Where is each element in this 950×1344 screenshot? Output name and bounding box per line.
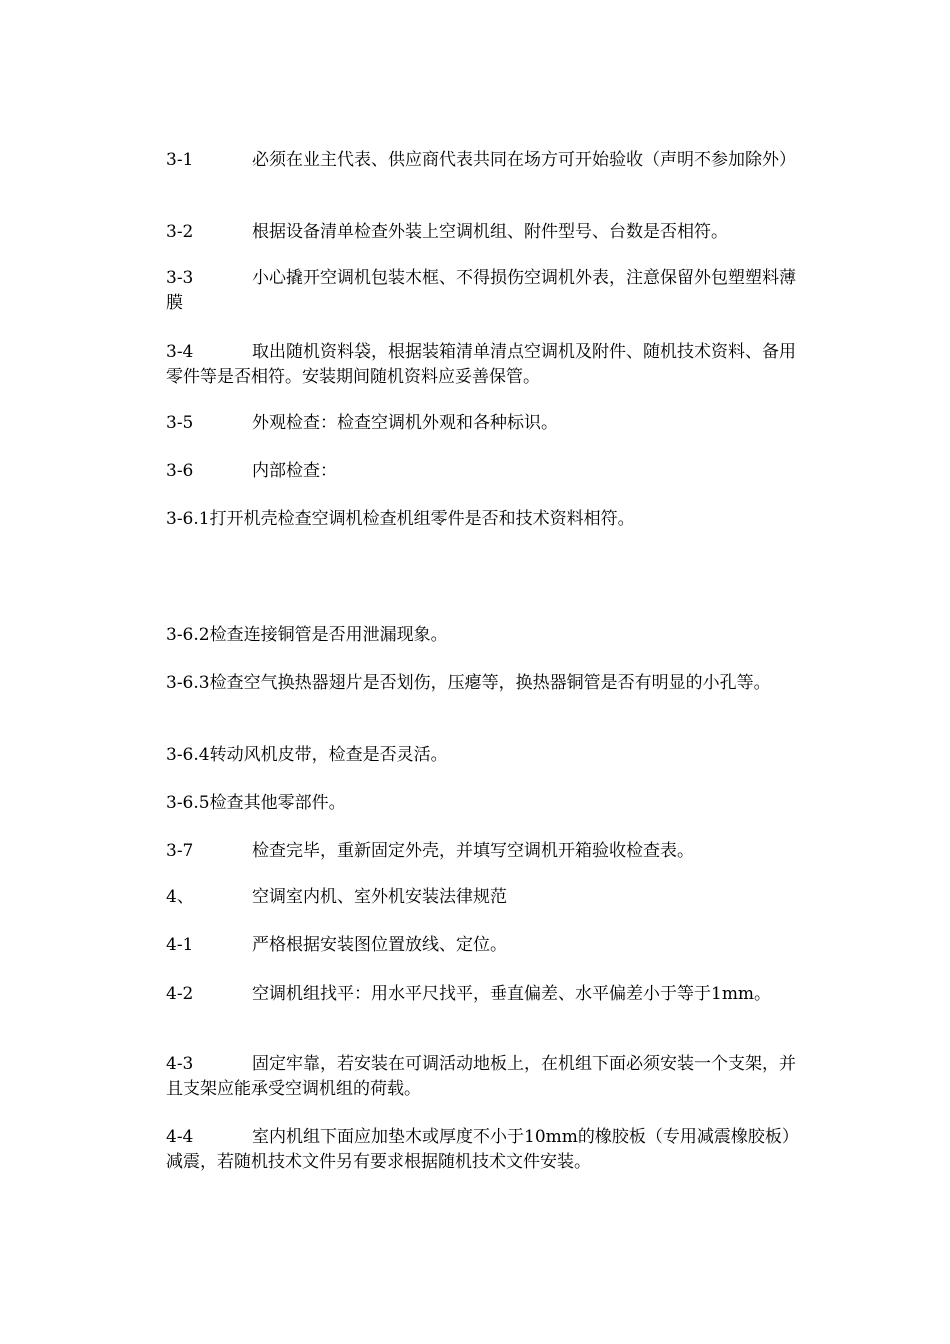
paragraph-3-7 [166,839,796,864]
paragraph-3-5 [166,411,796,436]
paragraph-number: 3-6 [166,461,194,481]
paragraph-text: 内部检查： [252,461,337,481]
paragraph-number: 3-6.5 [166,793,210,813]
paragraph-number: 4-3 [166,1054,194,1074]
paragraph-number: 3-1 [166,150,194,170]
paragraph-text: 空调机组找平：用水平尺找平，垂直偏差、水平偏差小于等于1mm。 [252,984,772,1004]
paragraph-3-6 [166,459,796,484]
paragraph-number: 4-2 [166,984,194,1004]
paragraph-number: 3-4 [166,342,194,362]
paragraph-text: 检查完毕，重新固定外壳，并填写空调机开箱验收检查表。 [252,841,694,861]
paragraph-4-3 [166,1052,796,1102]
paragraph-text: 严格根据安装图位置放线、定位。 [252,935,507,955]
paragraph-number: 3-7 [166,841,194,861]
paragraph-number: 3-5 [166,413,194,433]
paragraph-3-6-1 [166,507,796,532]
paragraph-3-4 [166,340,796,390]
paragraph-4-2 [166,982,796,1007]
paragraph-text: 小心撬开空调机包装木框、不得损伤空调机外表，注意保留外包塑塑料薄膜 [166,268,796,313]
paragraph-3-6-2 [166,623,796,648]
paragraph-text: 打开机壳检查空调机检查机组零件是否和技术资料相符。 [209,509,635,529]
paragraph-3-6-3 [166,671,796,696]
paragraph-3-3 [166,266,796,316]
paragraph-text: 检查连接铜管是否用泄漏现象。 [209,625,448,645]
paragraph-number: 3-6.3 [166,673,210,693]
paragraph-number: 4-4 [166,1127,194,1147]
paragraph-text: 必须在业主代表、供应商代表共同在场方可开始验收（声明不参加除外） [252,150,796,170]
paragraph-4-1 [166,933,796,958]
paragraph-text: 根据设备清单检查外装上空调机组、附件型号、台数是否相符。 [252,222,728,242]
paragraph-3-6-5 [166,791,796,816]
paragraph-text: 检查空气换热器翅片是否划伤，压瘪等，换热器铜管是否有明显的小孔等。 [209,673,771,693]
paragraph-text: 空调室内机、室外机安装法律规范 [252,887,507,907]
paragraph-number: 4、 [166,887,194,907]
paragraph-text: 检查其他零部件。 [209,793,346,813]
paragraph-text: 转动风机皮带，检查是否灵活。 [209,745,448,765]
paragraph-text: 室内机组下面应加垫木或厚度不小于10mm的橡胶板（专用减震橡胶板）减震，若随机技术文件另有要求根据随机技术文件安装。 [166,1127,791,1172]
paragraph-text: 固定牢靠，若安装在可调活动地板上，在机组下面必须安装一个支架，并且支架应能承受空调机组的荷载。 [166,1054,796,1099]
paragraph-number: 3-3 [166,268,194,288]
paragraph-number: 3-6.1 [166,509,210,529]
paragraph-number: 4-1 [166,935,194,955]
paragraph-text: 外观检查：检查空调机外观和各种标识。 [252,413,558,433]
paragraph-3-1 [166,148,796,173]
paragraph-number: 3-6.2 [166,625,210,645]
paragraph-3-6-4 [166,743,796,768]
paragraph-3-2 [166,220,796,245]
paragraph-text: 取出随机资料袋，根据装箱清单清点空调机及附件、随机技术资料、备用零件等是否相符。安装期间随机资料应妥善保管。 [166,342,796,387]
paragraph-number: 3-6.4 [166,745,210,765]
paragraph-4 [166,885,796,910]
paragraph-4-4 [166,1125,796,1175]
paragraph-number: 3-2 [166,222,194,242]
